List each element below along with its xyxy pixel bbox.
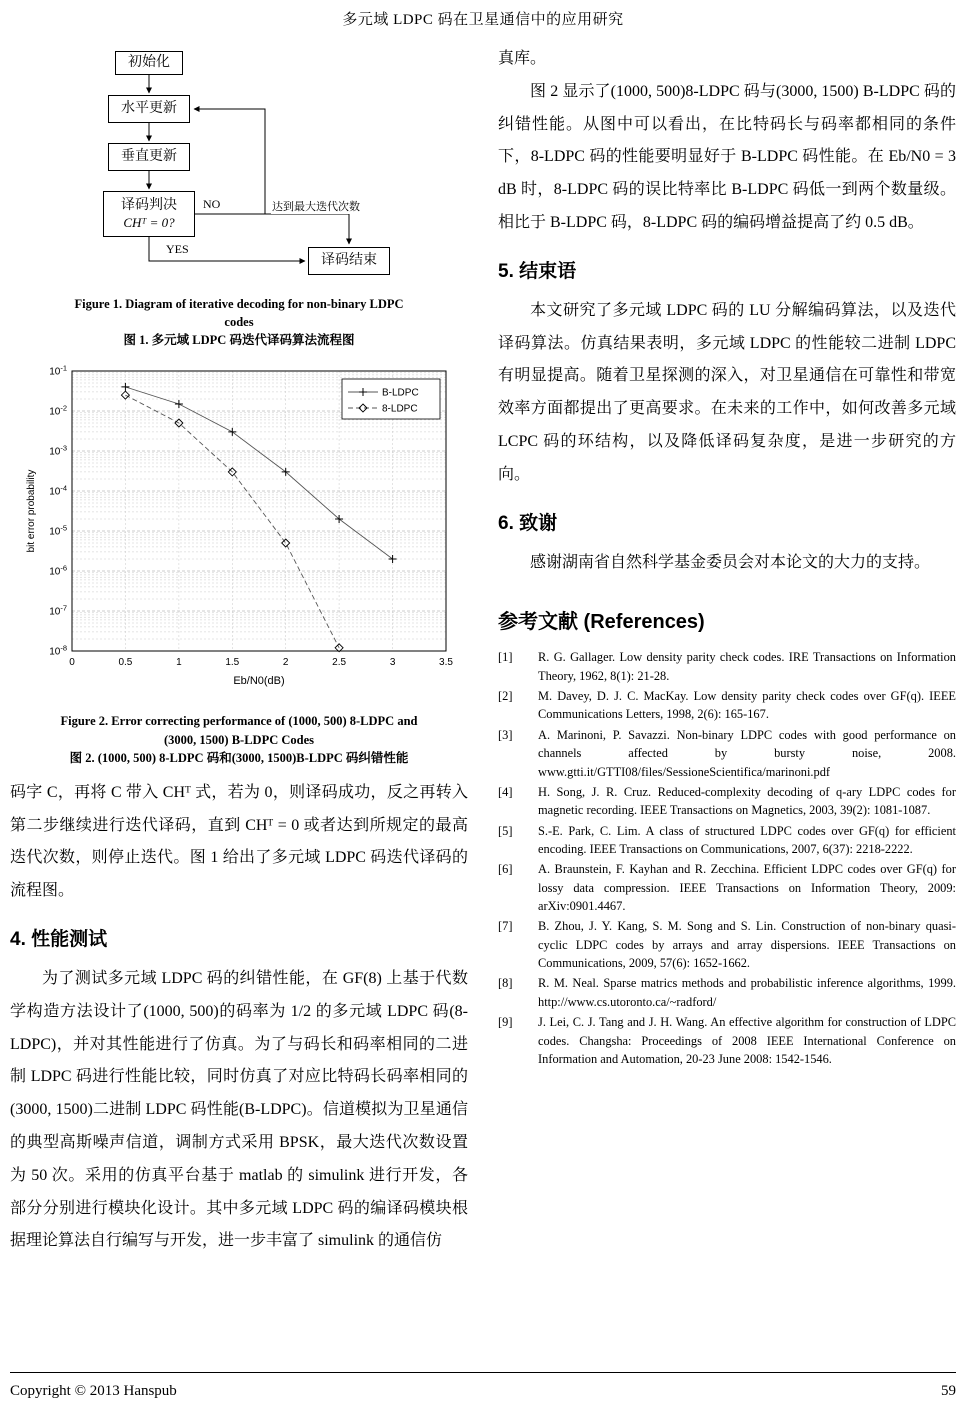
svg-text:10-2: $10^{-2}$ [49,403,67,418]
figure1-caption [16,295,462,349]
figure2-caption-en-line1: Figure 2. Error correcting performance of (1000, 500) 8-LDPC and [60,714,418,729]
flowchart-node-decision-condition: CHᵀ = 0? [123,214,175,230]
reference-item [498,974,956,1011]
reference-item [498,726,956,781]
svg-text:8-LDPC: 8-LDPC [382,403,418,415]
reference-text: S.-E. Park, C. Lim. A class of structured LDPC codes over GF(q) for efficient encoding. IEEE Transactions on Communications, 2007, 6(37): 2218-2222. [538,823,956,856]
reference-number: [6] [498,862,513,877]
flowchart-label-no: NO [203,197,221,211]
reference-text: H. Song, J. R. Cruz. Reduced-complexity decoding of q-ary LDPC codes for magnetic recording. IEEE Transactions on Magnetics, 2003, 39(2): 1081-1087. [538,784,956,818]
reference-text: B. Zhou, J. Y. Kang, S. M. Song and S. Lin. Construction of non-binary quasi-cyclic LDPC codes by arrays and array dispersions. IEEE Transactions on Communications, 2009, 57(6): 1652-1662. [538,919,956,971]
svg-text:2.5: 2.5 [332,657,347,669]
svg-text:bit error probability: bit error probability [26,469,37,553]
figure1-flowchart [70,51,410,291]
figure2-chart [22,359,468,708]
svg-text:10-1: $10^{-1}$ [49,363,67,378]
flowchart-label-max-iterations: 达到最大迭代次数 [271,198,361,214]
page-title: 多元域 LDPC 码在卫星通信中的应用研究 [342,12,624,28]
reference-item [498,860,956,915]
footer-page-number: 59 [941,1383,956,1399]
paragraph-simulation-continuation: 真库。 [498,50,547,67]
svg-text:10-5: $10^{-5}$ [49,523,67,538]
svg-text:1: 1 [176,657,182,669]
svg-text:3.5: 3.5 [439,657,453,669]
reference-text: R. G. Gallager. Low density parity check codes. IRE Transactions on Information Theory, 1962, 8(1): 21-28. [538,650,956,683]
flowchart-node-end [308,247,390,275]
reference-number: [7] [498,919,513,934]
svg-text:0: 0 [69,657,75,669]
svg-text:10-7: $10^{-7}$ [49,603,67,618]
section5-heading: 5. 结束语 [498,260,577,282]
paragraph-performance-test: 为了测试多元域 LDPC 码的纠错性能，在 GF(8) 上基于代数学构造方法设计了(1000, 500)的码率为 1/2 的多元域 LDPC 码(8-LDPC)，并对其性能进行了仿真。为了与码长和码率相同的二进制 LDPC 码进行性能比较，同时仿真了对应比特码长码率相同的(3000, 1500)二进制 LDPC 码性能(B-LDPC)。信道模拟为卫星通信的典型高斯噪声信道，调制方式采用 BPSK，最大迭代次数设置为 50 次。采用的仿真平台基于 matlab 的 simulink 进行开发，各部分分别进行模块化设计。其中多元域 LDPC 码的编译码模块根据理论算法自行编写与开发，进一步丰富了 simulink 的通信仿 [10,969,468,1250]
reference-text: A. Marinoni, P. Savazzi. Non-binary LDPC codes with good performance on channels affected by bursty noise, 2008. www.gtti.it/GTTI08/files/SessioneScientifica/marinoni.pdf [538,727,956,779]
figure2-caption [16,712,462,766]
paragraph-conclusion: 本文研究了多元域 LDPC 码的 LU 分解编码算法，以及迭代译码算法。仿真结果表明，多元域 LDPC 的性能较二进制 LDPC 有明显提高。随着卫星探测的深入，对卫星通信在可靠性和带宽效率方面都提出了更高要求。在未来的工作中，如何改善多元域 LCPC 码的环结构，以及降低译码复杂度，是进一步研究的方向。 [498,301,956,483]
svg-text:Eb/N0(dB): Eb/N0(dB) [233,675,285,688]
reference-item [498,687,956,724]
flowchart-node-horizontal-update-label: 水平更新 [121,101,177,117]
reference-number: [5] [498,823,513,838]
left-column [10,43,468,1258]
right-column [498,43,956,1258]
reference-item [498,1013,956,1068]
reference-item [498,648,956,685]
flowchart-node-vertical-update-label: 垂直更新 [121,149,177,165]
svg-text:10-4: $10^{-4}$ [49,483,67,498]
figure1-caption-zh: 图 1. 多元域 LDPC 码迭代译码算法流程图 [123,333,355,348]
svg-text:B-LDPC: B-LDPC [382,387,419,399]
paragraph-decoding-continuation: 码字 C，再将 C 带入 CHᵀ 式，若为 0，则译码成功，反之再转入第二步继续进行迭代译码，直到 CHᵀ = 0 或者达到所规定的最高迭代次数，则停止迭代。图 1 给出了多元域 LDPC 码迭代译码的流程图。 [10,783,468,900]
ber-chart-svg [22,359,454,703]
reference-text: R. M. Neal. Sparse matrics methods and probabilistic inference algorithms, 1999. http://www.cs.utoronto.ca/~radford/ [538,976,956,1009]
reference-text: M. Davey, D. J. C. MacKay. Low density parity check codes over GF(q). IEEE Communications Letters, 1998, 2(6): 165-167. [538,689,956,722]
flowchart-node-end-label: 译码结束 [321,253,377,269]
figure1-caption-en-line2: codes [224,315,254,330]
reference-item [498,783,956,820]
svg-text:10-6: $10^{-6}$ [49,563,67,578]
svg-text:0.5: 0.5 [118,657,133,669]
flowchart-node-decision-label: 译码判决 [121,198,177,214]
section6-heading: 6. 致谢 [498,512,558,534]
references-heading: 参考文献 (References) [498,611,705,634]
references-list [498,648,956,1068]
two-column-layout [0,29,966,1258]
svg-text:3: 3 [389,657,396,669]
flowchart-node-init [115,51,183,75]
paragraph-acknowledgement: 感谢湖南省自然科学基金委员会对本论文的大力的支持。 [530,553,931,571]
flowchart-label-yes: YES [166,242,189,256]
reference-number: [2] [498,689,513,704]
reference-number: [3] [498,727,513,742]
reference-text: A. Braunstein, F. Kayhan and R. Zecchina. Efficient LDPC codes over GF(q) for lossy data compression. IEEE Transactions on Information Theory, 2009: arXiv:0901.4467. [538,862,956,914]
reference-number: [9] [498,1015,513,1030]
reference-text: J. Lei, C. J. Tang and J. H. Wang. An effective algorithm for construction of LDPC codes. Changsha: Proceedings of 2008 IEEE International Conference on Information and Automation, 20-23 June 2008: 1542-1546. [538,1015,956,1066]
page-footer [10,1372,956,1400]
reference-number: [1] [498,650,513,665]
svg-text:10-8: $10^{-8}$ [49,643,67,658]
section4-heading: 4. 性能测试 [10,928,108,950]
flowchart-node-decision [103,191,195,237]
figure2-caption-en-line2: (3000, 1500) B-LDPC Codes [164,732,314,747]
figure2-caption-zh: 图 2. (1000, 500) 8-LDPC 码和(3000, 1500)B-LDPC 码纠错性能 [69,750,409,765]
footer-copyright: Copyright © 2013 Hanspub [10,1383,177,1399]
svg-text:10-3: $10^{-3}$ [49,443,67,458]
reference-number: [4] [498,784,513,799]
flowchart-node-horizontal-update [108,95,190,123]
reference-item [498,822,956,859]
flowchart-node-init-label: 初始化 [128,55,170,71]
reference-number: [8] [498,976,513,991]
svg-text:1.5: 1.5 [225,657,240,669]
figure1-caption-en-line1: Figure 1. Diagram of iterative decoding for non-binary LDPC [74,297,404,311]
flowchart-node-vertical-update [108,143,190,171]
svg-text:2: 2 [282,657,289,669]
reference-item [498,917,956,972]
paragraph-figure2-discussion: 图 2 显示了(1000, 500)8-LDPC 码与(3000, 1500) B-LDPC 码的纠错性能。从图中可以看出，在比特码长与码率都相同的条件下，8-LDPC 码的性能要明显好于 B-LDPC 码性能。在 Eb/N0 = 3 dB 时，8-LDPC 码的误比特率比 B-LDPC 码低一到两个数量级。相比于 B-LDPC 码，8-LDPC 码的编码增益提高了约 0.5 dB。 [498,82,956,231]
